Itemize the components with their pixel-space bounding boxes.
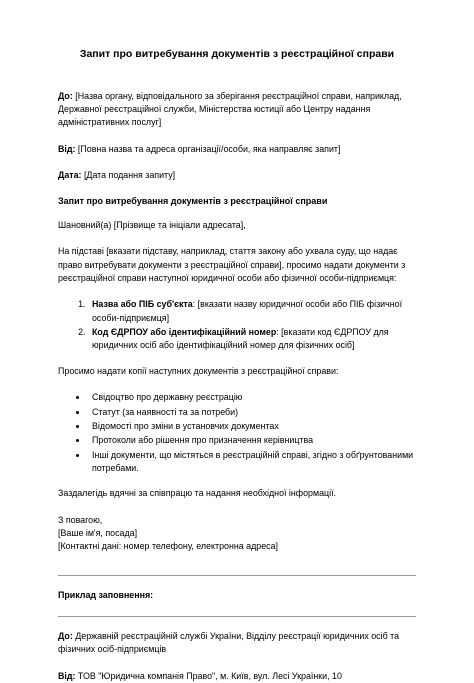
divider <box>58 575 416 576</box>
closing-contacts: [Контактні дані: номер телефону, електронна адреса] <box>58 541 278 552</box>
example-sender-text: ТОВ "Юридична компанія Право", м. Київ, вул. Лесі Українки, 10 <box>75 670 342 681</box>
closing-regards: З повагою, <box>58 514 103 525</box>
list-item <box>88 326 416 353</box>
list-item: • Протоколи або рішення про призначення керівництва <box>88 434 416 447</box>
example-recipient-field <box>58 630 416 657</box>
list-item <box>88 298 416 325</box>
subject-heading: Запит про витребування документів з реєстраційної справи <box>58 196 328 207</box>
sender-field <box>58 143 416 156</box>
entity-name-label: Назва або ПІБ суб'єкта <box>92 299 193 310</box>
example-recipient-text: Державній реєстраційній службі України, Відділу реєстрації юридичних осіб та фізичних осіб-підприємців <box>58 631 400 655</box>
date-label: Дата: <box>58 170 82 181</box>
recipient-field <box>58 90 416 130</box>
example-title: Приклад заповнення: <box>58 589 154 600</box>
salutation: Шановний(а) [Прізвище та ініціали адресата], <box>58 219 246 230</box>
thanks-paragraph: Заздалегідь вдячні за співпрацю та надання необхідної інформації. <box>58 488 337 499</box>
date-text: [Дата подання запиту] <box>81 170 176 181</box>
documents-intro: Просимо надати копії наступних документів з реєстраційної справи: <box>58 365 339 376</box>
basis-paragraph: На підставі [вказати підставу, наприклад, стаття закону або ухвала суду, що надає право витребувати документи з реєстраційної справи], просимо надати документи з реєстраційної справи наступної юридичної особи або фізичної особи-підприємця: <box>58 246 406 284</box>
sender-label: Від: <box>58 143 76 154</box>
list-item: • Відомості про зміни в установчих документах <box>88 420 416 433</box>
recipient-text: [Назва органу, відповідального за зберігання реєстраційної справи, наприклад, Державної реєстраційної служби, Міністерства юстиції або Центру надання адміністративних послуг] <box>58 90 402 128</box>
entity-name-text: : [вказати назву юридичної особи або ПІБ фізичної особи-підприємця] <box>92 299 403 323</box>
divider <box>58 616 416 617</box>
date-field <box>58 169 416 182</box>
documents-list <box>58 391 416 475</box>
entity-code-text: : [вказати код ЄДРПОУ для юридичних осіб або ідентифікаційний номер для фізичних осіб] <box>92 327 389 351</box>
example-recipient-label: До: <box>58 631 73 642</box>
closing-name: [Ваше ім'я, посада] <box>58 528 138 539</box>
entity-code-label: Код ЄДРПОУ або ідентифікаційний номер <box>92 327 277 338</box>
list-item: • Свідоцтво про державну реєстрацію <box>88 391 416 404</box>
example-sender-field <box>58 670 416 683</box>
list-item: • Інші документи, що містяться в реєстраційній справі, згідно з обґрунтованими потребами. <box>88 449 416 476</box>
example-sender-label: Від: <box>58 670 76 681</box>
sender-text: [Повна назва та адреса організації/особи, яка направляє запит] <box>75 143 341 154</box>
document-title: Запит про витребування документів з реєстраційної справи <box>79 48 395 60</box>
closing-block <box>58 514 416 554</box>
list-item: • Статут (за наявності та за потреби) <box>88 406 416 419</box>
recipient-label: До: <box>58 90 73 101</box>
entity-list <box>58 298 416 352</box>
